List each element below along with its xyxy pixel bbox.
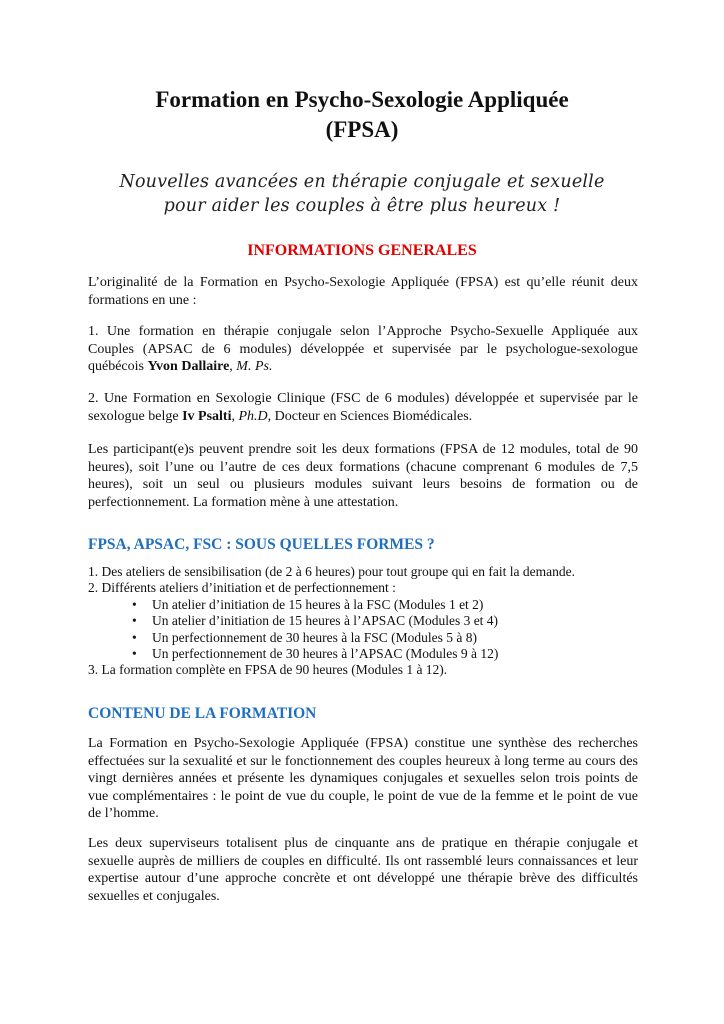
item2-name: Iv Psalti bbox=[182, 408, 232, 424]
formes-line-2: 2. Différents ateliers d’initiation et de perfectionnement : bbox=[88, 580, 396, 596]
item1-text: 1. Une formation en thérapie conjugale selon l’Approche Psycho-Sexuelle Appliquée aux Couples (APSAC de 6 modules) développée et supervisée par le psychologue-sexologue québécois bbox=[88, 324, 638, 375]
item1-title: M. Ps. bbox=[236, 359, 273, 375]
formes-line-3: 3. La formation complète en FPSA de 90 heures (Modules 1 à 12). bbox=[88, 662, 448, 678]
list-item bbox=[88, 597, 648, 613]
bullet-icon: • bbox=[132, 629, 137, 645]
document-title bbox=[60, 85, 664, 145]
list-item bbox=[88, 613, 648, 629]
contenu-paragraph-2: Les deux superviseurs totalisent plus de cinquante ans de pratique en thérapie conjugale et sexuelle auprès de milliers de couples en difficulté. Ils ont rassemblé leurs connaissances et leur expertise autour d’une approche concrète et ont développé une thérapie brève des difficultés sexuelles et conjugales. bbox=[88, 836, 638, 904]
heading-informations-generales: INFORMATIONS GENERALES bbox=[247, 242, 477, 259]
bullet-icon: • bbox=[132, 646, 137, 662]
bullet-text: Un atelier d’initiation de 15 heures à l’APSAC (Modules 3 et 4) bbox=[152, 613, 499, 629]
title-line-1: Formation en Psycho-Sexologie Appliquée bbox=[155, 87, 569, 112]
intro-paragraph: L’originalité de la Formation en Psycho-Sexologie Appliquée (FPSA) est qu’elle réunit deux formations en une : bbox=[88, 275, 638, 308]
item1-separator: , bbox=[229, 359, 237, 375]
bullet-icon: • bbox=[132, 613, 137, 629]
bullet-icon: • bbox=[132, 596, 137, 612]
item2-tail: , Docteur en Sciences Biomédicales. bbox=[267, 408, 473, 424]
item2-title: Ph.D bbox=[238, 408, 268, 424]
formes-line-1: 1. Des ateliers de sensibilisation (de 2 à 6 heures) pour tout groupe qui en fait la demande. bbox=[88, 564, 575, 579]
bullet-text: Un atelier d’initiation de 15 heures à la FSC (Modules 1 et 2) bbox=[152, 596, 484, 612]
formes-list bbox=[88, 564, 648, 679]
heading-contenu-formation: CONTENU DE LA FORMATION bbox=[88, 705, 317, 722]
list-item bbox=[88, 630, 648, 646]
item2-text: 2. Une Formation en Sexologie Clinique (FSC de 6 modules) développée et supervisée par le sexologue belge bbox=[88, 391, 638, 424]
bullet-text: Un perfectionnement de 30 heures à la FSC (Modules 5 à 8) bbox=[152, 629, 478, 645]
bullet-text: Un perfectionnement de 30 heures à l’APSAC (Modules 9 à 12) bbox=[152, 646, 499, 662]
heading-sous-quelles-formes: FPSA, APSAC, FSC : SOUS QUELLES FORMES ? bbox=[88, 536, 435, 553]
document-subtitle bbox=[60, 170, 664, 218]
list-item bbox=[88, 646, 648, 662]
contenu-paragraph-1: La Formation en Psycho-Sexologie Appliquée (FPSA) constitue une synthèse des recherches effectuées sur la sexualité et sur le fonctionnement des couples heureux à long terme au cours des vingt dernières années et présente les dynamiques conjugales et sexuelles selon trois points de vue complémentaires : le point de vue du couple, le point de vue de la femme et le point de vue de l’homme. bbox=[88, 736, 638, 822]
participants-paragraph: Les participant(e)s peuvent prendre soit les deux formations (FPSA de 12 modules, total de 90 heures), soit l’une ou l’autre de ces deux formations (chacune comprenant 6 modules de 7,5 heures), soit un seul ou plusieurs modules suivant leurs besoins de formation ou de perfectionnement. La formation mène à une attestation. bbox=[88, 442, 638, 510]
formation-item-2 bbox=[88, 390, 638, 425]
item1-name: Yvon Dallaire bbox=[147, 359, 230, 375]
item2-separator: , bbox=[231, 408, 239, 424]
formation-item-1 bbox=[88, 323, 638, 376]
title-line-2: (FPSA) bbox=[325, 117, 399, 142]
subtitle-line-1: Nouvelles avancées en thérapie conjugale et sexuelle bbox=[119, 172, 605, 192]
subtitle-line-2: pour aider les couples à être plus heureux ! bbox=[163, 196, 561, 216]
